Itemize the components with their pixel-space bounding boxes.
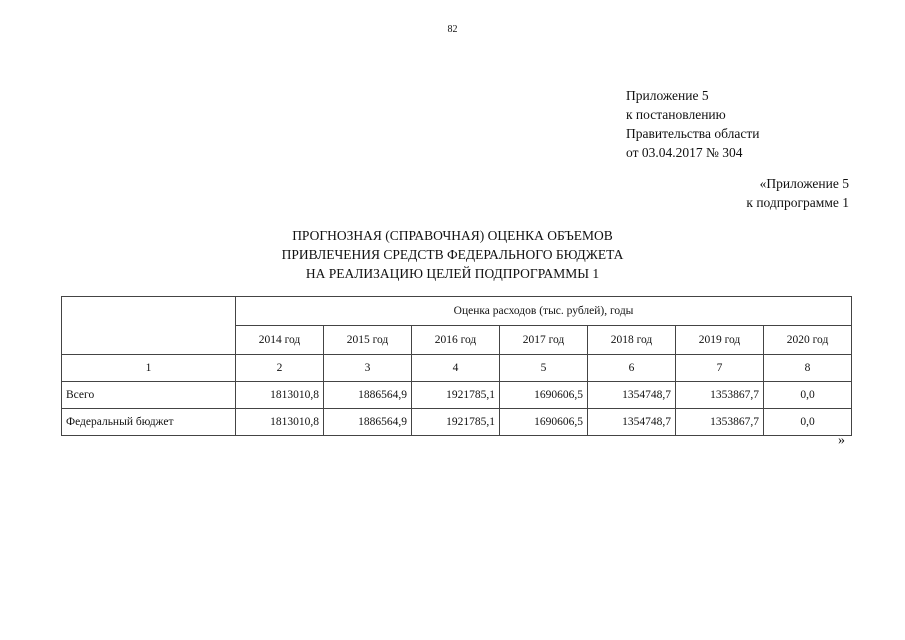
table-row-federal-budget (62, 409, 852, 436)
subprogram-appendix-block (746, 174, 849, 212)
year-header-cell: 2020 год (764, 326, 852, 355)
value-cell: 1690606,5 (500, 382, 588, 409)
page-number: 82 (447, 24, 458, 35)
value-cell: 1690606,5 (500, 409, 588, 436)
year-header-cell: 2016 год (412, 326, 500, 355)
empty-header-cell (62, 297, 236, 355)
value-cell: 1354748,7 (588, 382, 676, 409)
value-cell: 1353867,7 (676, 382, 764, 409)
value-cell: 0,0 (764, 409, 852, 436)
document-title (0, 226, 905, 283)
value-cell: 1353867,7 (676, 409, 764, 436)
value-cell: 0,0 (764, 382, 852, 409)
title-line: ПРОГНОЗНАЯ (СПРАВОЧНАЯ) ОЦЕНКА ОБЪЕМОВ (292, 228, 613, 243)
appendix-line: от 03.04.2017 № 304 (626, 145, 743, 160)
column-number-cell: 4 (412, 355, 500, 382)
title-line: ПРИВЛЕЧЕНИЯ СРЕДСТВ ФЕДЕРАЛЬНОГО БЮДЖЕТА (281, 247, 624, 262)
column-number-cell: 1 (62, 355, 236, 382)
column-number-cell: 3 (324, 355, 412, 382)
value-cell: 1354748,7 (588, 409, 676, 436)
year-header-cell: 2018 год (588, 326, 676, 355)
column-number-cell: 2 (236, 355, 324, 382)
value-cell: 1813010,8 (236, 382, 324, 409)
value-cell: 1886564,9 (324, 409, 412, 436)
appendix-line: к постановлению (626, 107, 726, 122)
row-label-cell: Всего (62, 382, 236, 409)
appendix-line: Правительства области (626, 126, 760, 141)
column-numbers-row (62, 355, 852, 382)
column-number-cell: 7 (676, 355, 764, 382)
appendix-line: «Приложение 5 (759, 176, 849, 191)
value-cell: 1886564,9 (324, 382, 412, 409)
column-number-cell: 5 (500, 355, 588, 382)
group-header-cell: Оценка расходов (тыс. рублей), годы (236, 297, 852, 326)
year-header-cell: 2017 год (500, 326, 588, 355)
year-header-cell: 2015 год (324, 326, 412, 355)
title-line: НА РЕАЛИЗАЦИЮ ЦЕЛЕЙ ПОДПРОГРАММЫ 1 (305, 266, 600, 281)
year-header-cell: 2014 год (236, 326, 324, 355)
value-cell: 1921785,1 (412, 409, 500, 436)
appendix-line: Приложение 5 (626, 88, 709, 103)
row-label-cell: Федеральный бюджет (62, 409, 236, 436)
year-header-cell: 2019 год (676, 326, 764, 355)
value-cell: 1813010,8 (236, 409, 324, 436)
table-row-total (62, 382, 852, 409)
closing-quote: » (838, 433, 845, 448)
column-number-cell: 8 (764, 355, 852, 382)
column-number-cell: 6 (588, 355, 676, 382)
appendix-line: к подпрограмме 1 (746, 195, 849, 210)
table-header-row (62, 297, 852, 326)
appendix-block (626, 86, 759, 162)
value-cell: 1921785,1 (412, 382, 500, 409)
budget-table (61, 296, 852, 436)
